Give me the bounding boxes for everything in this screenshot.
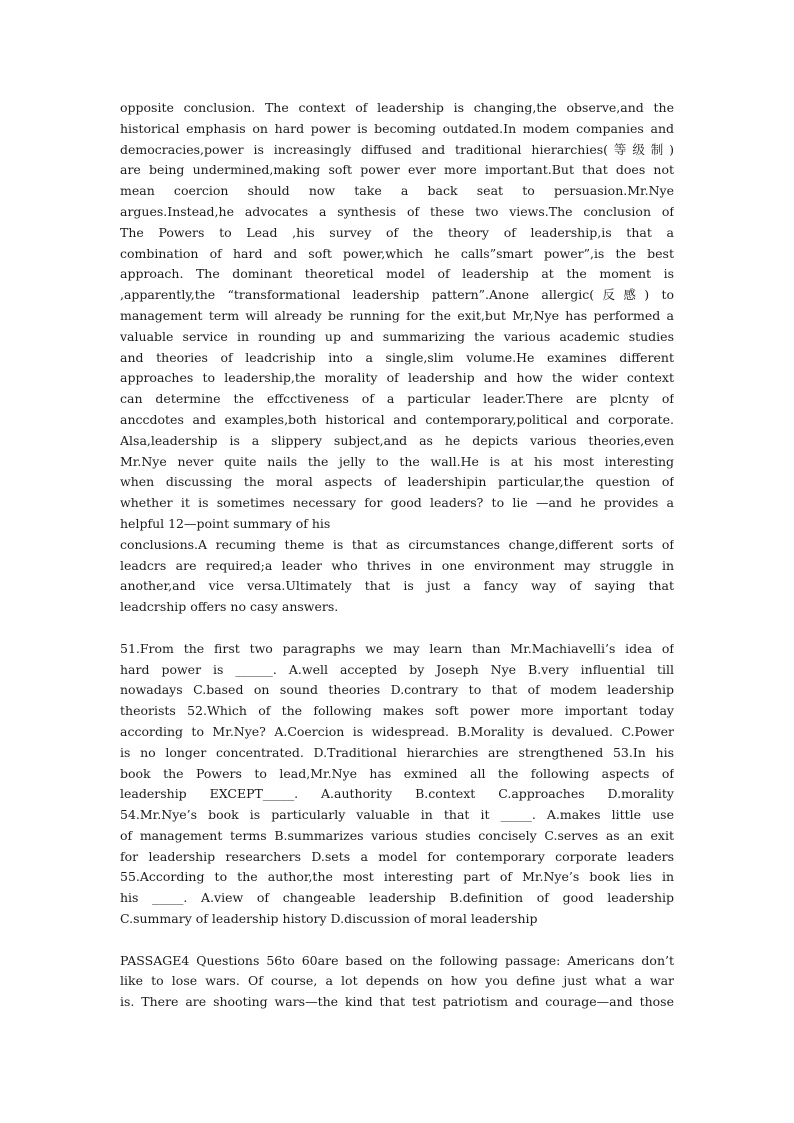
text-line: hard power is ______. A.well accepted by Joseph Nye B.very influential till [120,661,674,677]
text-line: Mr.Nye never quite nails the jelly to the wall.He is at his most interesting [120,453,674,469]
text-line: opposite conclusion. The context of leadership is changing,the observe,and the [120,100,674,115]
text-line: helpful 12—point summary of his [120,515,331,531]
text-line: is. There are shooting wars—the kind that test patriotism and courage—and those [120,994,674,1010]
text-line: can determine the effcctiveness of a particular leader.There are plcnty of [120,391,674,407]
text-line: is no longer concentrated. D.Traditional hierarchies are strengthened 53.In his [120,744,674,760]
text-line: conclusions.A recuming theme is that as circumstances change,different sorts of [120,536,674,552]
text-line: book the Powers to lead,Mr.Nye has exmined all the following aspects of [120,765,674,781]
text-line: according to Mr.Nye? A.Coercion is widespread. B.Morality is devalued. C.Power [120,723,674,739]
text-line: mean coercion should now take a back seat to persuasion.Mr.Nye [120,183,674,199]
text-line: nowadays C.based on sound theories D.contrary to that of modem leadership [120,682,674,698]
passage3-tail [120,98,674,618]
text-line: ,apparently,the “transformational leadership pattern”.Anone allergic(反感) to [120,287,674,303]
text-line: valuable service in rounding up and summarizing the various academic studies [120,328,674,344]
text-line: 51.From the first two paragraphs we may learn than Mr.Machiavelli’s idea of [120,640,674,656]
text-line: C.summary of leadership history D.discussion of moral leadership [120,911,538,927]
paragraph-gap [120,930,674,951]
text-line: argues.Instead,he advocates a synthesis of these two views.The conclusion of [120,203,674,219]
text-line: anccdotes and examples,both historical and contemporary,political and corporate. [120,411,674,427]
text-line: theorists 52.Which of the following makes soft power more important today [120,703,674,719]
text-line: his _____. A.view of changeable leadership B.definition of good leadership [120,890,674,906]
text-line: The Powers to Lead ,his survey of the theory of leadership,is that a [120,224,674,240]
text-line: leadership EXCEPT_____. A.authority B.context C.approaches D.morality [120,786,674,802]
questions-51-55 [120,639,674,930]
passage4-intro [120,951,674,1013]
text-line: 54.Mr.Nye’s book is particularly valuable in that it _____. A.makes little use [120,807,674,823]
text-line: whether it is sometimes necessary for good leaders? to lie —and he provides a [120,495,674,511]
text-line: PASSAGE4 Questions 56to 60are based on the following passage: Americans don’t [120,952,674,968]
text-line: for leadership researchers D.sets a model for contemporary corporate leaders [120,848,674,864]
document-page [120,98,674,1013]
text-line: combination of hard and soft power,which he calls”smart power”,is the best [120,245,674,261]
text-line: and theories of leadcriship into a single,slim volume.He examines different [120,349,674,365]
text-line: approach. The dominant theoretical model of leadership at the moment is [120,266,674,282]
text-line: another,and vice versa.Ultimately that is just a fancy way of saying that [120,578,674,594]
text-line: leadcrship offers no casy answers. [120,599,339,615]
text-line: historical emphasis on hard power is becoming outdated.In modem companies and [120,120,674,136]
text-line: approaches to leadership,the morality of leadership and how the wider context [120,370,674,386]
text-line: management term will already be running for the exit,but Mr,Nye has performed a [120,307,674,323]
text-line: leadcrs are required;a leader who thrives in one environment may struggle in [120,557,674,573]
text-line: are being undermined,making soft power ever more important.But that does not [120,162,674,178]
text-line: of management terms B.summarizes various studies concisely C.serves as an exit [120,827,674,843]
text-line: like to lose wars. Of course, a lot depends on how you define just what a war [120,973,674,989]
paragraph-gap [120,618,674,639]
text-line: 55.According to the author,the most interesting part of Mr.Nye’s book lies in [120,869,674,885]
text-line: when discussing the moral aspects of leadershipin particular,the question of [120,474,674,490]
text-line: Alsa,leadership is a slippery subject,and as he depicts various theories,even [120,432,674,448]
text-line: democracies,power is increasingly diffused and traditional hierarchies(等级制) [120,141,674,157]
